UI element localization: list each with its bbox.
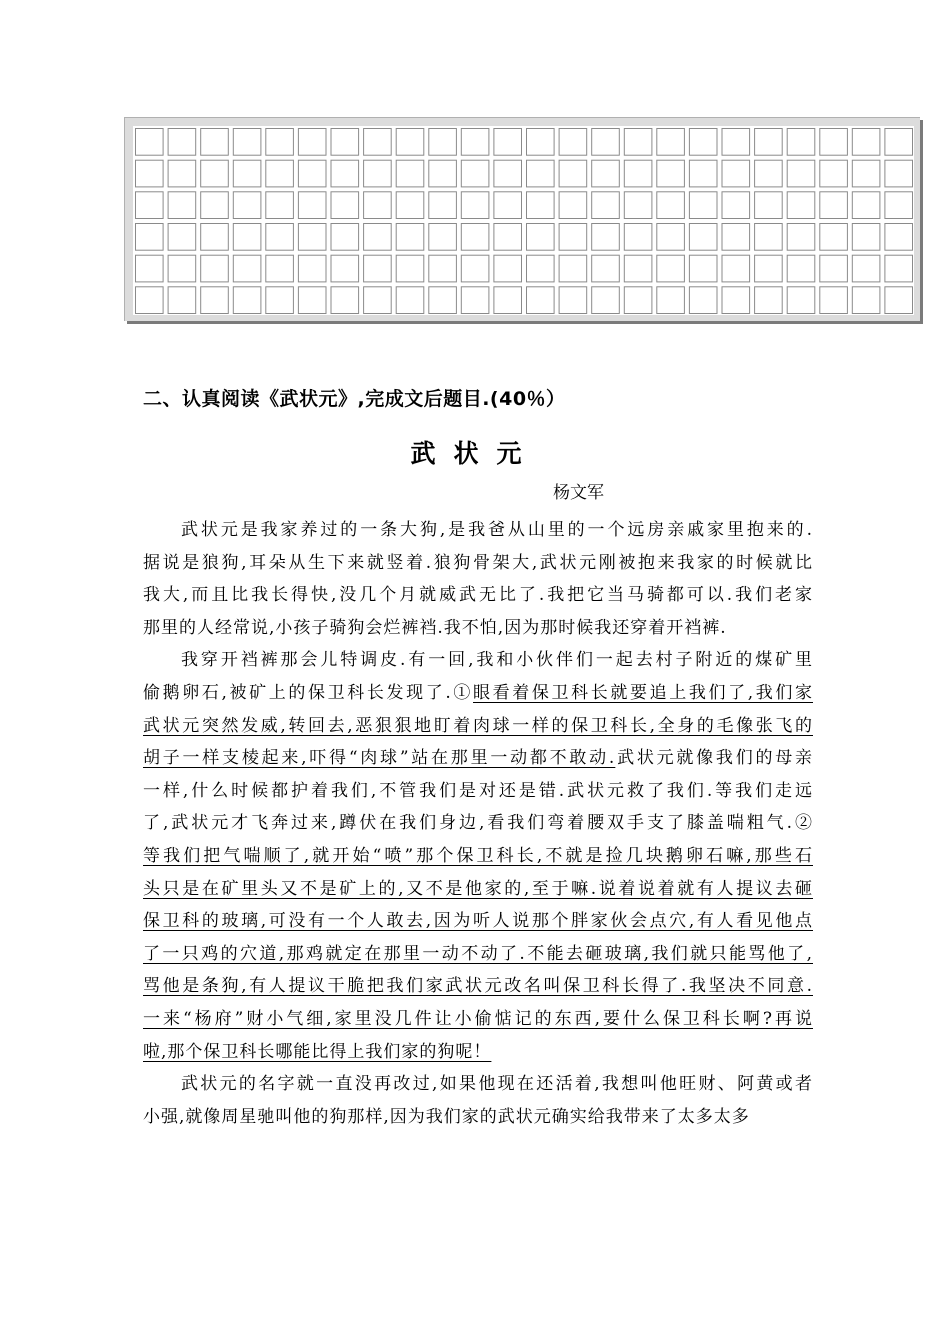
grid-cell[interactable] [233,160,261,187]
grid-cell[interactable] [168,224,196,251]
grid-cell[interactable] [298,224,326,251]
grid-cell[interactable] [331,129,359,156]
grid-cell[interactable] [624,255,652,282]
grid-cell[interactable] [755,160,783,187]
grid-cell[interactable] [201,129,229,156]
grid-cell[interactable] [298,129,326,156]
grid-cell[interactable] [298,160,326,187]
story-line [143,711,813,736]
grid-cell[interactable] [201,224,229,251]
grid-cell[interactable] [559,287,587,314]
text-segment: 一样,什么时候都护着我们,不管我们是对还是错.武状元救了我们.等我们走远 [143,780,813,801]
grid-cell[interactable] [364,192,392,219]
grid-cell[interactable] [527,192,555,219]
underlined-text: 保卫科的玻璃,可没有一个人敢去,因为听人说那个胖家伙会点穴,有人看见他点 [143,911,813,932]
grid-cell[interactable] [168,129,196,156]
grid-cell[interactable] [527,129,555,156]
grid-cell[interactable] [266,255,294,282]
grid-cell[interactable] [364,287,392,314]
grid-cell[interactable] [429,224,457,251]
grid-cell[interactable] [689,129,717,156]
story-line [143,580,813,605]
story-line [181,1069,813,1094]
grid-cell[interactable] [429,255,457,282]
grid-cell[interactable] [755,255,783,282]
grid-cell[interactable] [755,287,783,314]
grid-cell[interactable] [494,160,522,187]
grid-cell[interactable] [592,224,620,251]
grid-cell[interactable] [233,224,261,251]
grid-cell[interactable] [657,224,685,251]
story-line [143,841,813,866]
grid-cell[interactable] [461,160,489,187]
text-segment: 了,武状元才飞奔过来,蹲伏在我们身边,看我们弯着腰双手支了膝盖喘粗气.② [143,813,813,834]
grid-cell[interactable] [298,255,326,282]
grid-cell[interactable] [201,255,229,282]
grid-cell[interactable] [396,287,424,314]
grid-cell[interactable] [852,255,880,282]
grid-cell[interactable] [820,160,848,187]
grid-cell[interactable] [820,255,848,282]
grid-cell[interactable] [787,160,815,187]
grid-cell[interactable] [396,192,424,219]
grid-cell[interactable] [136,129,164,156]
grid-cell[interactable] [592,192,620,219]
grid-cell[interactable] [396,129,424,156]
grid-cell[interactable] [168,287,196,314]
grid-cell[interactable] [820,287,848,314]
grid-cell[interactable] [168,255,196,282]
writing-grid [124,117,920,321]
story-line [181,515,813,540]
underlined-text: 骂他是条狗,有人提议干脆把我们家武状元改名叫保卫科长得了.我坚决不同意. [143,976,813,997]
grid-cell[interactable] [266,129,294,156]
grid-cell[interactable] [689,192,717,219]
section-heading: 二、认真阅读《武状元》,完成文后题目.(40％） [143,388,566,410]
story-line [143,743,813,768]
text-segment: 小强,就像周星驰叫他的狗那样,因为我们家的武状元确实给我带来了太多太多 [143,1106,750,1127]
grid-cell[interactable] [136,287,164,314]
grid-cell[interactable] [689,160,717,187]
grid-cell[interactable] [233,129,261,156]
grid-cell[interactable] [885,192,913,219]
grid-cell[interactable] [266,160,294,187]
story-line [143,548,813,573]
grid-cell[interactable] [527,160,555,187]
grid-cell[interactable] [527,287,555,314]
story-line [143,1004,813,1029]
underlined-text: 眼看着保卫科长就要追上我们了,我们家 [473,683,813,703]
story-line [143,776,813,801]
underlined-text: 啦,那个保卫科长哪能比得上我们家的狗呢！ [143,1041,492,1062]
grid-cell[interactable] [657,287,685,314]
grid-cell[interactable] [852,287,880,314]
text-segment: 我大,而且比我长得快,没几个月就威武无比了.我把它当马骑都可以.我们老家 [143,585,813,606]
grid-cell[interactable] [364,224,392,251]
grid-cell[interactable] [331,160,359,187]
story-line [143,613,813,638]
grid-cell[interactable] [787,129,815,156]
grid-cell[interactable] [429,129,457,156]
grid-cell[interactable] [396,160,424,187]
underlined-text: 一来“杨府”财小气细,家里没几件让小偷惦记的东西,要什么保卫科长啊?再说 [143,1009,813,1029]
grid-cell[interactable] [885,255,913,282]
grid-cell[interactable] [787,224,815,251]
story-line [143,906,813,931]
grid-cell[interactable] [461,192,489,219]
grid-cell[interactable] [657,192,685,219]
grid-cell[interactable] [787,287,815,314]
grid-cell[interactable] [624,287,652,314]
grid-cell[interactable] [852,129,880,156]
story-line [143,971,813,996]
grid-cell[interactable] [266,192,294,219]
grid-cell[interactable] [396,224,424,251]
grid-cell[interactable] [494,255,522,282]
writing-grid-area [133,126,914,315]
grid-cell[interactable] [559,255,587,282]
grid-cell[interactable] [722,224,750,251]
grid-cell[interactable] [722,160,750,187]
grid-cell[interactable] [461,224,489,251]
grid-cell[interactable] [136,224,164,251]
grid-cell[interactable] [592,255,620,282]
grid-cell[interactable] [136,160,164,187]
story-line [143,874,813,899]
grid-cell[interactable] [820,192,848,219]
grid-cell[interactable] [331,224,359,251]
grid-cell[interactable] [559,160,587,187]
underlined-text: 胡子一样支棱起来,吓得“肉球”站在那里一动都不敢动. [143,748,616,769]
grid-cell[interactable] [592,129,620,156]
writing-grid-cells [133,126,915,316]
grid-cell[interactable] [233,287,261,314]
grid-cell[interactable] [527,224,555,251]
underlined-text: 头只是在矿里头又不是矿上的,又不是他家的,至于嘛.说着说着就有人提议去砸 [143,878,813,899]
underlined-text: 了一只鸡的穴道,那鸡就定在那里一动不动了.不能去砸玻璃,我们就只能骂他了, [143,943,813,964]
grid-cell[interactable] [885,224,913,251]
underlined-text: 等我们把气喘顺了,就开始“喷”那个保卫科长,不就是捡几块鹅卵石嘛,那些石 [143,846,813,866]
grid-cell[interactable] [592,287,620,314]
story-line [181,645,813,670]
grid-cell[interactable] [657,160,685,187]
grid-cell[interactable] [624,129,652,156]
text-segment: 武状元是我家养过的一条大狗,是我爸从山里的一个远房亲戚家里抱来的. [181,520,813,540]
grid-cell[interactable] [559,129,587,156]
grid-cell[interactable] [266,287,294,314]
grid-cell[interactable] [657,129,685,156]
grid-cell[interactable] [559,224,587,251]
grid-cell[interactable] [787,192,815,219]
grid-cell[interactable] [266,224,294,251]
grid-cell[interactable] [494,129,522,156]
grid-cell[interactable] [201,192,229,219]
story-author: 杨文军 [553,483,604,503]
grid-cell[interactable] [722,287,750,314]
grid-cell[interactable] [429,160,457,187]
story-line [143,808,813,833]
grid-cell[interactable] [461,129,489,156]
grid-cell[interactable] [624,224,652,251]
grid-cell[interactable] [298,287,326,314]
grid-cell[interactable] [364,255,392,282]
story-title: 武状元 [410,439,540,468]
grid-cell[interactable] [201,287,229,314]
text-segment: 偷鹅卵石,被矿上的保卫科长发现了.① [143,683,474,703]
grid-cell[interactable] [364,129,392,156]
grid-cell[interactable] [331,255,359,282]
grid-cell[interactable] [168,160,196,187]
story-line [143,939,813,964]
grid-cell[interactable] [755,192,783,219]
grid-cell[interactable] [722,192,750,219]
grid-cell[interactable] [755,224,783,251]
story-line [143,678,813,703]
grid-cell[interactable] [559,192,587,219]
grid-cell[interactable] [364,160,392,187]
grid-cell[interactable] [396,255,424,282]
grid-cell[interactable] [168,192,196,219]
grid-cell[interactable] [689,255,717,282]
grid-cell[interactable] [233,192,261,219]
text-segment: 我穿开裆裤那会儿特调皮.有一回,我和小伙伴们一起去村子附近的煤矿里 [181,650,813,671]
grid-cell[interactable] [852,192,880,219]
grid-cell[interactable] [494,224,522,251]
grid-cell[interactable] [755,129,783,156]
grid-cell[interactable] [461,287,489,314]
grid-cell[interactable] [689,224,717,251]
grid-cell[interactable] [136,255,164,282]
grid-cell[interactable] [429,192,457,219]
text-segment: 那里的人经常说,小孩子骑狗会烂裤裆.我不怕,因为那时候我还穿着开裆裤. [143,617,727,638]
grid-cell[interactable] [689,287,717,314]
grid-cell[interactable] [852,160,880,187]
grid-cell[interactable] [657,255,685,282]
story-line [143,1037,813,1062]
grid-cell[interactable] [331,192,359,219]
grid-cell[interactable] [494,287,522,314]
grid-cell[interactable] [885,129,913,156]
text-segment: 武状元的名字就一直没再改过,如果他现在还活着,我想叫他旺财、阿黄或者 [181,1074,813,1095]
grid-cell[interactable] [527,255,555,282]
grid-cell[interactable] [201,160,229,187]
grid-cell[interactable] [233,255,261,282]
underlined-text: 武状元突然发威,转回去,恶狠狠地盯着肉球一样的保卫科长,全身的毛像张飞的 [143,715,813,736]
grid-cell[interactable] [787,255,815,282]
grid-cell[interactable] [494,192,522,219]
grid-cell[interactable] [820,224,848,251]
grid-cell[interactable] [298,192,326,219]
grid-cell[interactable] [136,192,164,219]
story-line [143,1102,813,1127]
grid-cell[interactable] [624,160,652,187]
grid-cell[interactable] [885,287,913,314]
grid-cell[interactable] [624,192,652,219]
grid-cell[interactable] [820,129,848,156]
grid-cell[interactable] [852,224,880,251]
grid-cell[interactable] [722,129,750,156]
grid-cell[interactable] [885,160,913,187]
text-segment: 武状元就像我们的母亲 [615,748,813,769]
text-segment: 据说是狼狗,耳朵从生下来就竖着.狼狗骨架大,武状元刚被抱来我家的时候就比 [143,552,813,573]
grid-cell[interactable] [461,255,489,282]
grid-cell[interactable] [592,160,620,187]
grid-cell[interactable] [722,255,750,282]
grid-cell[interactable] [429,287,457,314]
grid-cell[interactable] [331,287,359,314]
